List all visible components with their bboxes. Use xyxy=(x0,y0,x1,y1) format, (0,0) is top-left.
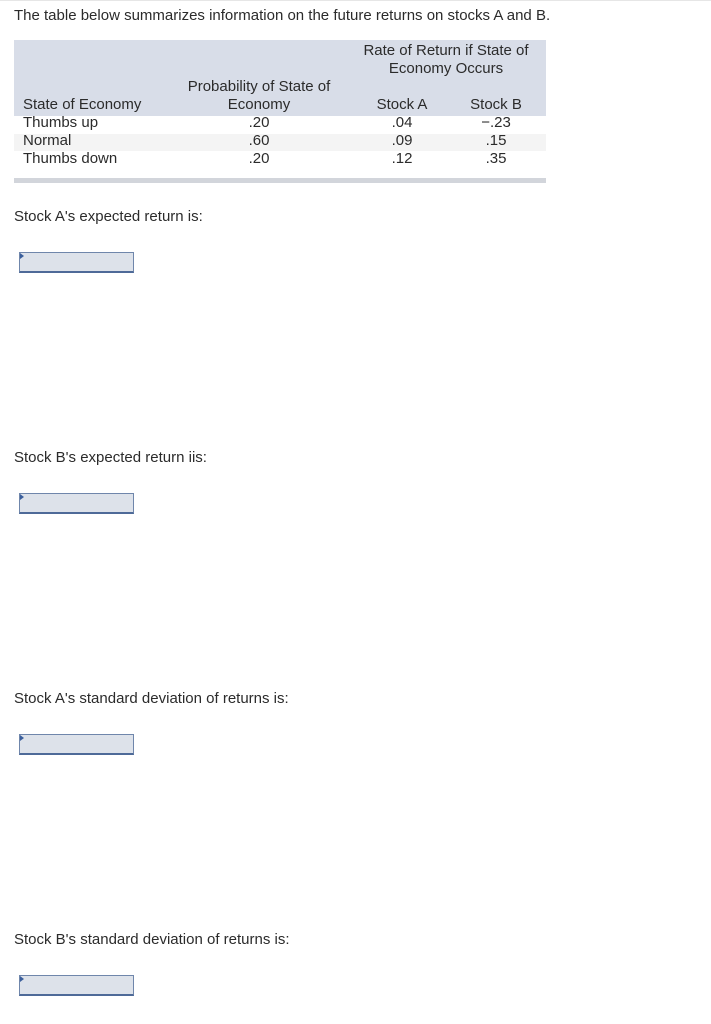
rate-of-return-header-line1: Rate of Return if State of xyxy=(363,42,529,59)
row-stock-a-normal: .09 xyxy=(391,132,413,149)
row-stock-a-thumbs-up: .04 xyxy=(391,114,413,131)
probability-header-line2: Economy xyxy=(227,96,291,113)
row-prob-thumbs-up: .20 xyxy=(248,114,270,131)
input-marker-icon xyxy=(20,253,24,259)
row-prob-thumbs-down: .20 xyxy=(248,150,270,167)
stock-a-expected-return-input[interactable] xyxy=(19,252,134,273)
stock-b-expected-return-prompt: Stock B's expected return iis: xyxy=(14,449,207,466)
row-prob-normal: .60 xyxy=(248,132,270,149)
row-stock-a-thumbs-down: .12 xyxy=(391,150,413,167)
row-state-normal: Normal xyxy=(23,132,72,149)
input-marker-icon xyxy=(20,735,24,741)
stock-a-std-dev-input[interactable] xyxy=(19,734,134,755)
input-marker-icon xyxy=(20,494,24,500)
intro-text: The table below summarizes information on the future returns on stocks A and B. xyxy=(14,7,551,24)
stock-a-expected-return-prompt: Stock A's expected return is: xyxy=(14,208,203,225)
stock-a-header: Stock A xyxy=(376,96,428,113)
probability-header-line1: Probability of State of xyxy=(187,78,331,95)
state-of-economy-header: State of Economy xyxy=(23,96,142,113)
row-stock-b-thumbs-up: −.23 xyxy=(481,114,511,131)
stock-b-expected-return-input[interactable] xyxy=(19,493,134,514)
top-divider xyxy=(0,0,711,1)
stock-a-std-dev-prompt: Stock A's standard deviation of returns is: xyxy=(14,690,289,707)
input-marker-icon xyxy=(20,976,24,982)
stock-b-std-dev-input[interactable] xyxy=(19,975,134,996)
row-stock-b-thumbs-down: .35 xyxy=(485,150,507,167)
row-state-thumbs-down: Thumbs down xyxy=(23,150,118,167)
stock-b-header: Stock B xyxy=(470,96,522,113)
row-state-thumbs-up: Thumbs up xyxy=(23,114,99,131)
rate-of-return-header-line2: Economy Occurs xyxy=(388,60,504,77)
row-stock-b-normal: .15 xyxy=(485,132,507,149)
stock-b-std-dev-prompt: Stock B's standard deviation of returns is: xyxy=(14,931,290,948)
table-bottom-bar xyxy=(14,178,546,183)
